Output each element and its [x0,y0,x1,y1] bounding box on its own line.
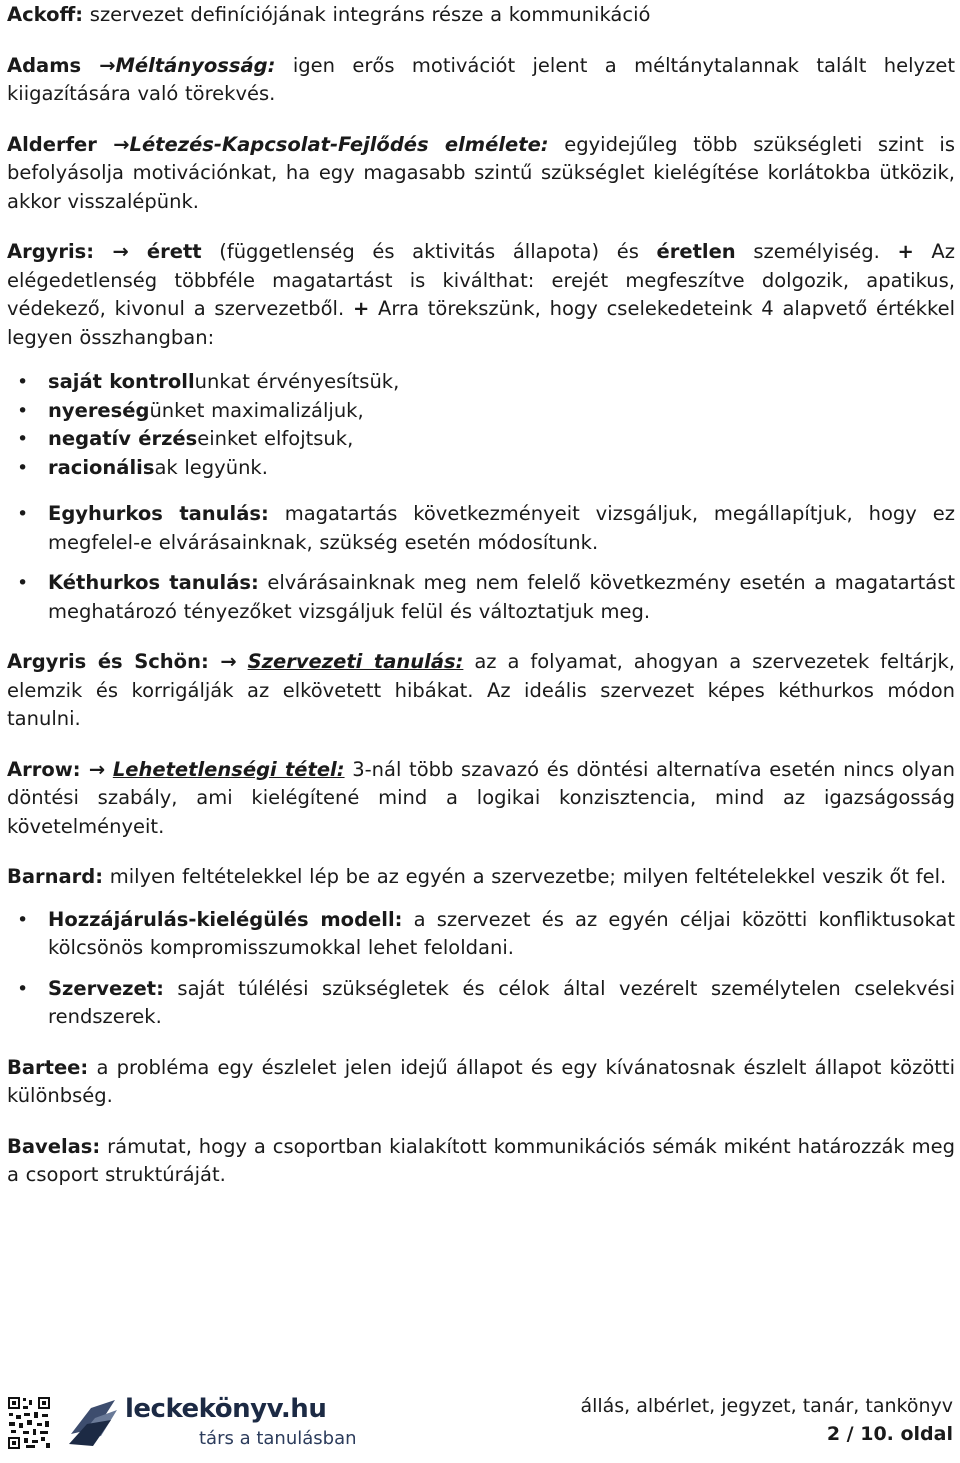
footer-info [580,1392,953,1448]
term: Ackoff: [7,3,84,26]
list-item: • Hozzájárulás-kielégülés modell: a szervezet és az egyén céljai közötti konfliktusokat kölcsönös kompromisszumokkal lehet feloldani. [7,906,955,963]
arrow-icon: → [220,650,237,673]
list-item: • Szervezet: saját túlélési szükségletek és célok által vezérelt személytelen cselekvési rendszerek. [7,975,955,1032]
page-footer [0,1384,960,1463]
values-list [7,368,955,482]
entry-alderfer: Alderfer →Létezés-Kapcsolat-Fejlődés elmélete: egyidejűleg több szükségleti szint is befolyásolja motivációnkat, ha egy magasabb szintű szükséglet kielégítése korlátokba ütközik, akkor visszalépünk. [7,132,955,213]
list-item: • nyereségünket maximalizáljuk, [7,397,955,426]
footer-tagline: állás, albérlet, jegyzet, tanár, tankönyv [580,1395,953,1417]
logo-tagline: társ a tanulásban [199,1428,357,1449]
qr-code-icon [7,1396,51,1450]
book-logo-icon [65,1394,123,1450]
list-item: • Egyhurkos tanulás: magatartás következményeit vizsgáljuk, megállapítjuk, hogy ez megfelel-e elvárásainknak, szükség esetén módosítunk. [7,500,955,557]
entry-barnard: Barnard: milyen feltételekkel lép be az egyén a szervezetbe; milyen feltételekkel veszik őt fel. [7,865,947,888]
arrow-icon: → [112,240,129,263]
arrow-icon: → [99,53,116,77]
list-item: • racionálisak legyünk. [7,454,955,483]
entry-adams: Adams →Méltányosság: igen erős motivációt jelent a méltánytalannak talált helyzet kiigazítására való törekvés. [7,53,955,105]
page-number: 2 / 10. oldal [826,1423,953,1445]
barnard-list [7,906,955,1032]
logo-text: leckekönyv.hu [125,1394,327,1424]
list-item: • saját kontrollunkat érvényesítsük, [7,368,955,397]
entry-argyris-schon: Argyris és Schön: → Szervezeti tanulás: az a folyamat, ahogyan a szervezetek feltárjk, elemzik és korrigálják az elkövetett hibákat. Az ideális szervezet képes kéthurkos módon tanulni. [7,650,955,730]
plus-icon: + [897,240,914,263]
list-item: • negatív érzéseinket elfojtsuk, [7,425,955,454]
learning-list [7,500,955,626]
plus-icon: + [352,297,370,320]
entry-arrow: Arrow: → Lehetetlenségi tétel: 3-nál több szavazó és döntési alternatíva esetén nincs olyan döntési szabály, ami kielégítené mind a logikai konzisztencia, mind az igazságosság követelményeit. [7,757,955,838]
site-logo[interactable] [7,1388,357,1456]
entry-argyris: Argyris: → érett (függetlenség és aktivitás állapota) és éretlen személyiség. + Az elégedetlenség többféle magatartást is kiválthat: erejét megfeszítve dolgozik, apatikus, védekező, kivonul a szervezetből. + Arra törekszünk, hogy cselekedeteink 4 alapvető értékkel legyen összhangban: [7,240,956,349]
list-item: • Kéthurkos tanulás: elvárásainknak meg nem felelő következmény esetén a magatartást meghatározó tényezőket vizsgáljuk felül és változtatjuk meg. [7,569,955,626]
arrow-icon: → [88,757,106,781]
entry-bavelas: Bavelas: rámutat, hogy a csoportban kialakított kommunikációs sémák miként határozzák meg a csoport struktúráját. [7,1134,955,1186]
entry-bartee: Bartee: a probléma egy észlelet jelen idejű állapot és egy kívánatosnak észlelt állapot közötti különbség. [7,1055,955,1107]
document-page [7,0,955,1212]
arrow-icon: → [113,132,130,156]
entry-ackoff: Ackoff: szervezet definíciójának integráns része a kommunikáció [7,3,651,26]
